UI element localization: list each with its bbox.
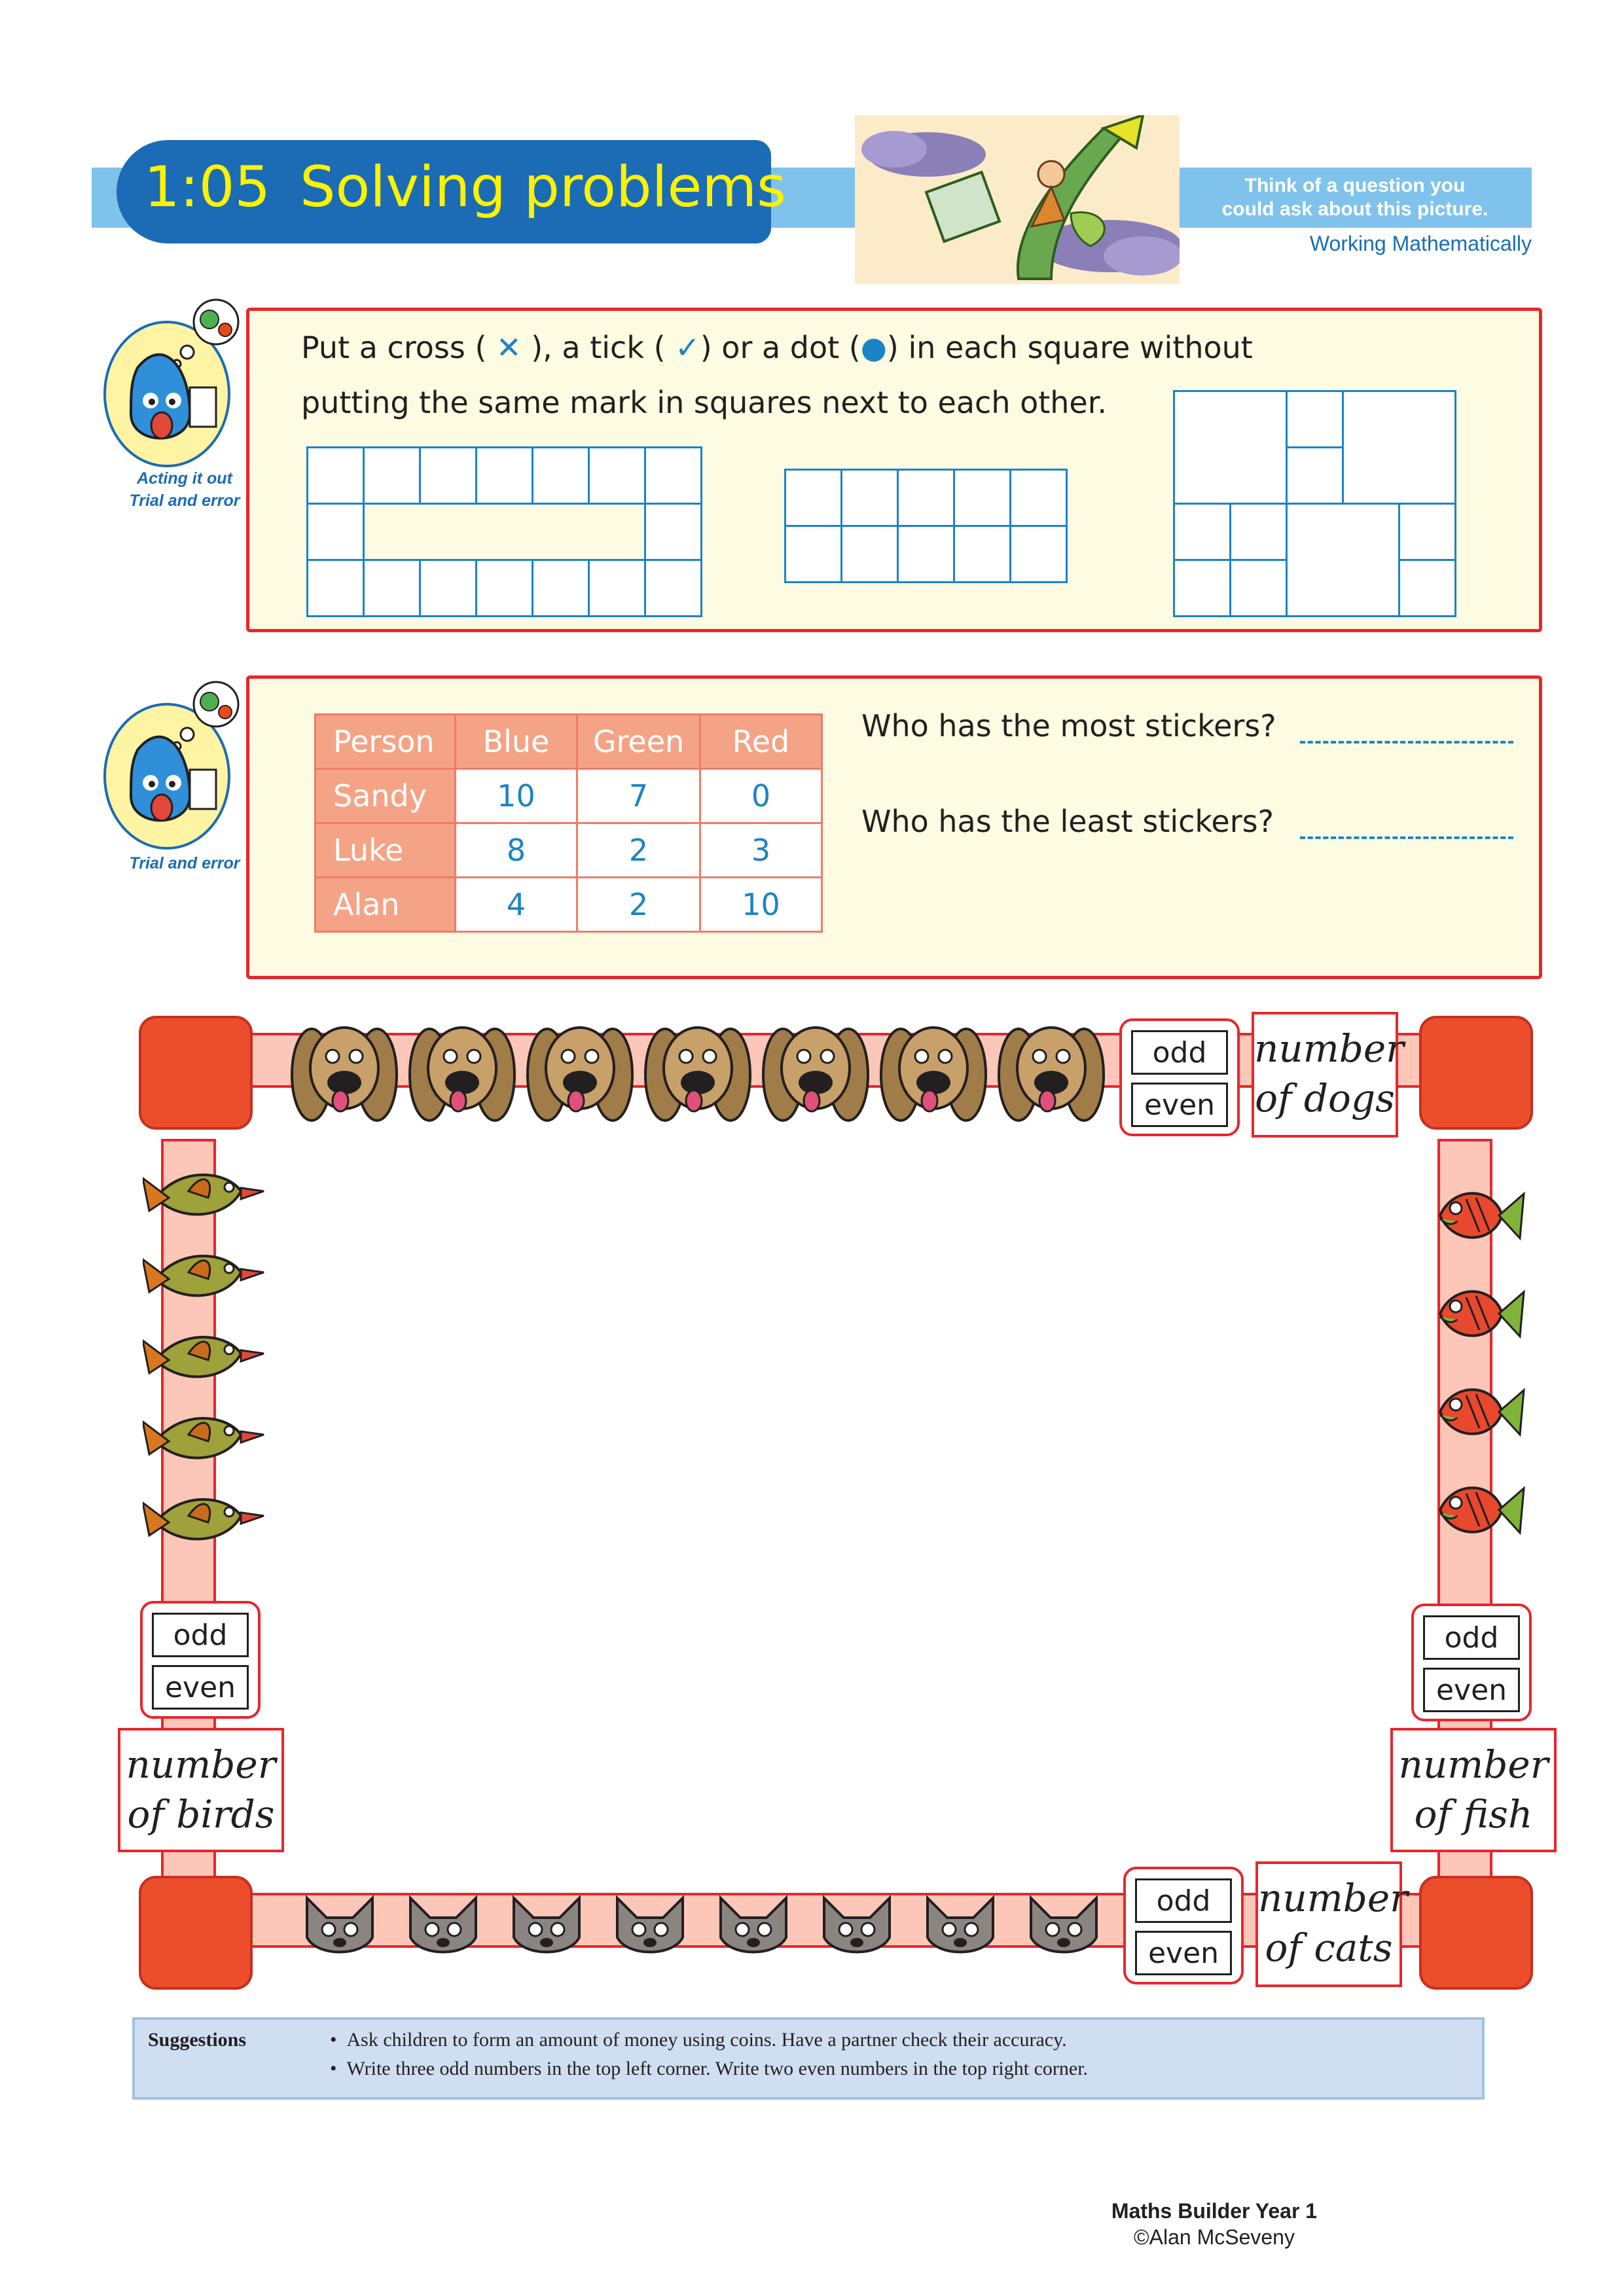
bird-icon	[143, 1402, 267, 1483]
grid-square[interactable]	[840, 469, 899, 527]
grid-square[interactable]	[784, 525, 842, 583]
cats-odd-even	[1123, 1867, 1244, 1984]
strategy-label-2: Trial and error	[129, 854, 240, 872]
odd-option[interactable]: odd	[1131, 1030, 1228, 1075]
odd-option[interactable]: odd	[1135, 1878, 1232, 1923]
grid-square[interactable]	[532, 559, 590, 617]
grid-square[interactable]	[1173, 390, 1288, 505]
grid-square[interactable]	[1173, 559, 1231, 617]
puzzle-grid-rect	[784, 469, 1070, 584]
blue-count: 10	[456, 769, 577, 823]
corner-top-right	[1419, 1016, 1533, 1130]
picture-prompt-line1: Think of a question you	[1244, 175, 1466, 196]
blue-count: 4	[456, 878, 577, 932]
thinking-mascot-2	[92, 678, 255, 850]
suggestion-text-1: Ask children to form an amount of money using coins. Have a partner check their accuracy.	[346, 2029, 1067, 2051]
fish-label-line1: number	[1398, 1742, 1549, 1787]
fish-icon	[1434, 1474, 1525, 1549]
header-green: Green	[577, 715, 700, 769]
bird-icon	[143, 1240, 267, 1321]
bullet-icon: •	[330, 2029, 347, 2051]
grid-square[interactable]	[1009, 469, 1068, 527]
grid-square[interactable]	[532, 446, 590, 505]
number-of-dogs-label	[1252, 1012, 1404, 1138]
suggestion-item-2	[330, 2058, 1088, 2080]
grid-square[interactable]	[363, 559, 421, 617]
text-put-a-cross: Put a cross	[301, 330, 465, 365]
dog-icon	[403, 1003, 521, 1136]
cross-icon: ✕	[496, 330, 522, 365]
even-option[interactable]: even	[152, 1665, 249, 1710]
grid-square[interactable]	[306, 559, 365, 617]
bird-icon	[143, 1158, 267, 1240]
text-a-tick: , a tick	[543, 330, 644, 365]
odd-option[interactable]: odd	[1423, 1615, 1520, 1660]
dog-icon	[992, 1003, 1110, 1136]
dog-icon	[875, 1003, 992, 1136]
tick-symbol: ( ✓)	[653, 330, 722, 365]
grid-square[interactable]	[475, 559, 533, 617]
picture-prompt	[1178, 168, 1532, 221]
green-count: 2	[577, 878, 700, 932]
corner-bottom-right	[1419, 1876, 1533, 1990]
even-option[interactable]: even	[1135, 1931, 1232, 1975]
grid-square[interactable]	[1229, 559, 1288, 617]
dogs-label-line1: number	[1254, 1026, 1404, 1071]
grid-square[interactable]	[1286, 503, 1400, 617]
question-least-stickers: Who has the least stickers?	[861, 804, 1274, 839]
thinking-mascot-1	[92, 296, 255, 467]
even-option[interactable]: even	[1423, 1668, 1520, 1712]
corner-top-left	[139, 1016, 253, 1130]
cats-label-line1: number	[1258, 1876, 1408, 1920]
strategy-trial-and-error: Trial and error	[129, 492, 240, 510]
red-count: 10	[700, 878, 822, 932]
red-count: 0	[700, 769, 822, 823]
cat-icon	[918, 1892, 1003, 1966]
cat-icon	[504, 1892, 589, 1966]
grid-square[interactable]	[363, 446, 421, 505]
dot-icon: ●	[860, 330, 887, 365]
grid-square[interactable]	[784, 469, 842, 527]
birds-odd-even	[140, 1601, 261, 1719]
dogs-label-line2: of dogs	[1255, 1076, 1395, 1121]
green-count: 2	[577, 823, 700, 878]
header-red: Red	[700, 715, 822, 769]
fish-label-line2: of fish	[1414, 1792, 1533, 1837]
birds-label-line1: number	[126, 1742, 276, 1787]
suggestions-title: Suggestions	[148, 2029, 247, 2051]
beanstalk-illustration	[855, 115, 1180, 284]
cat-icon	[814, 1892, 899, 1966]
table-row	[316, 769, 822, 823]
grid-square[interactable]	[588, 559, 646, 617]
strategy-acting-it-out: Acting it out	[137, 469, 232, 488]
lesson-number: 1:05	[144, 154, 271, 220]
header-subtitle: Working Mathematically	[1309, 232, 1532, 255]
cat-icon	[711, 1892, 796, 1966]
person-name: Luke	[316, 823, 456, 878]
grid-square[interactable]	[1398, 559, 1456, 617]
suggestion-item-1	[330, 2029, 1067, 2051]
tick-icon: ✓	[675, 330, 700, 365]
grid-square[interactable]	[644, 503, 702, 561]
blue-count: 8	[456, 823, 577, 878]
number-of-cats-label	[1255, 1861, 1408, 1987]
picture-prompt-line2: could ask about this picture.	[1221, 198, 1489, 220]
footer-copyright: ©Alan McSeveny	[1134, 2225, 1295, 2249]
text-or-a-dot: or a dot	[721, 330, 840, 365]
grid-square[interactable]	[1009, 525, 1068, 583]
person-name: Sandy	[316, 769, 456, 823]
answer-line-most[interactable]	[1300, 741, 1513, 744]
grid-square[interactable]	[953, 525, 1011, 583]
cats-label-line2: of cats	[1265, 1926, 1393, 1970]
header-person: Person	[316, 715, 456, 769]
question-most-stickers: Who has the most stickers?	[861, 708, 1276, 744]
cat-icon	[401, 1892, 486, 1966]
even-option[interactable]: even	[1131, 1083, 1228, 1127]
red-count: 3	[700, 823, 822, 878]
cat-icon	[607, 1892, 693, 1966]
table-row	[316, 823, 822, 878]
grid-square[interactable]	[644, 446, 702, 505]
strategy-label-1	[119, 467, 250, 512]
bird-icon	[143, 1483, 267, 1564]
bird-icon	[143, 1321, 267, 1402]
puzzle-grid-ring	[306, 446, 700, 615]
grid-square[interactable]	[419, 559, 477, 617]
grid-square[interactable]	[897, 469, 955, 527]
cross-symbol: ( ✕ )	[475, 330, 543, 365]
grid-square[interactable]	[1286, 446, 1344, 505]
number-of-birds-label	[118, 1728, 284, 1852]
dot-symbol: (●)	[848, 330, 909, 365]
grid-square[interactable]	[840, 525, 899, 583]
grid-square[interactable]	[475, 446, 533, 505]
sticker-table	[314, 713, 823, 933]
cat-icon	[297, 1892, 382, 1966]
footer-book-title: Maths Builder Year 1	[1111, 2199, 1318, 2223]
person-name: Alan	[316, 878, 456, 932]
grid-square[interactable]	[1342, 390, 1456, 505]
grid-square[interactable]	[588, 446, 646, 505]
puzzle-grid-mixed	[1173, 390, 1458, 617]
bullet-icon: •	[330, 2058, 347, 2079]
table-row	[316, 878, 822, 932]
grid-square[interactable]	[897, 525, 955, 583]
corner-bottom-left	[139, 1876, 253, 1990]
fish-odd-even	[1411, 1604, 1532, 1721]
number-of-fish-label	[1390, 1728, 1557, 1852]
dog-icon	[639, 1003, 757, 1136]
answer-line-least[interactable]	[1300, 836, 1513, 839]
dog-icon	[521, 1003, 639, 1136]
fish-icon	[1434, 1278, 1525, 1352]
grid-square[interactable]	[306, 503, 365, 561]
grid-square[interactable]	[419, 446, 477, 505]
dogs-odd-even	[1119, 1018, 1240, 1136]
grid-square[interactable]	[1173, 503, 1231, 561]
grid-square[interactable]	[1398, 503, 1456, 561]
grid-square[interactable]	[953, 469, 1011, 527]
text-in-each-square: in each square without	[908, 330, 1253, 365]
birds-label-line2: of birds	[127, 1792, 275, 1837]
green-count: 7	[577, 769, 700, 823]
grid-square[interactable]	[306, 446, 365, 505]
fish-icon	[1434, 1376, 1525, 1450]
page-title: Solving problems	[300, 154, 786, 220]
dog-icon	[757, 1003, 875, 1136]
grid-square[interactable]	[644, 559, 702, 617]
suggestion-text-2: Write three odd numbers in the top left corner. Write two even numbers in the top right corner.	[346, 2058, 1089, 2079]
odd-option[interactable]: odd	[152, 1613, 249, 1657]
grid-square[interactable]	[1286, 390, 1344, 448]
grid-gap	[363, 503, 646, 561]
dog-icon	[285, 1003, 403, 1136]
header-blue: Blue	[456, 715, 577, 769]
instruction-line-1	[301, 330, 1253, 365]
fish-icon	[1434, 1179, 1525, 1254]
instruction-line-2: putting the same mark in squares next to each other.	[301, 385, 1108, 420]
grid-square[interactable]	[1229, 503, 1288, 561]
cat-icon	[1021, 1892, 1106, 1966]
